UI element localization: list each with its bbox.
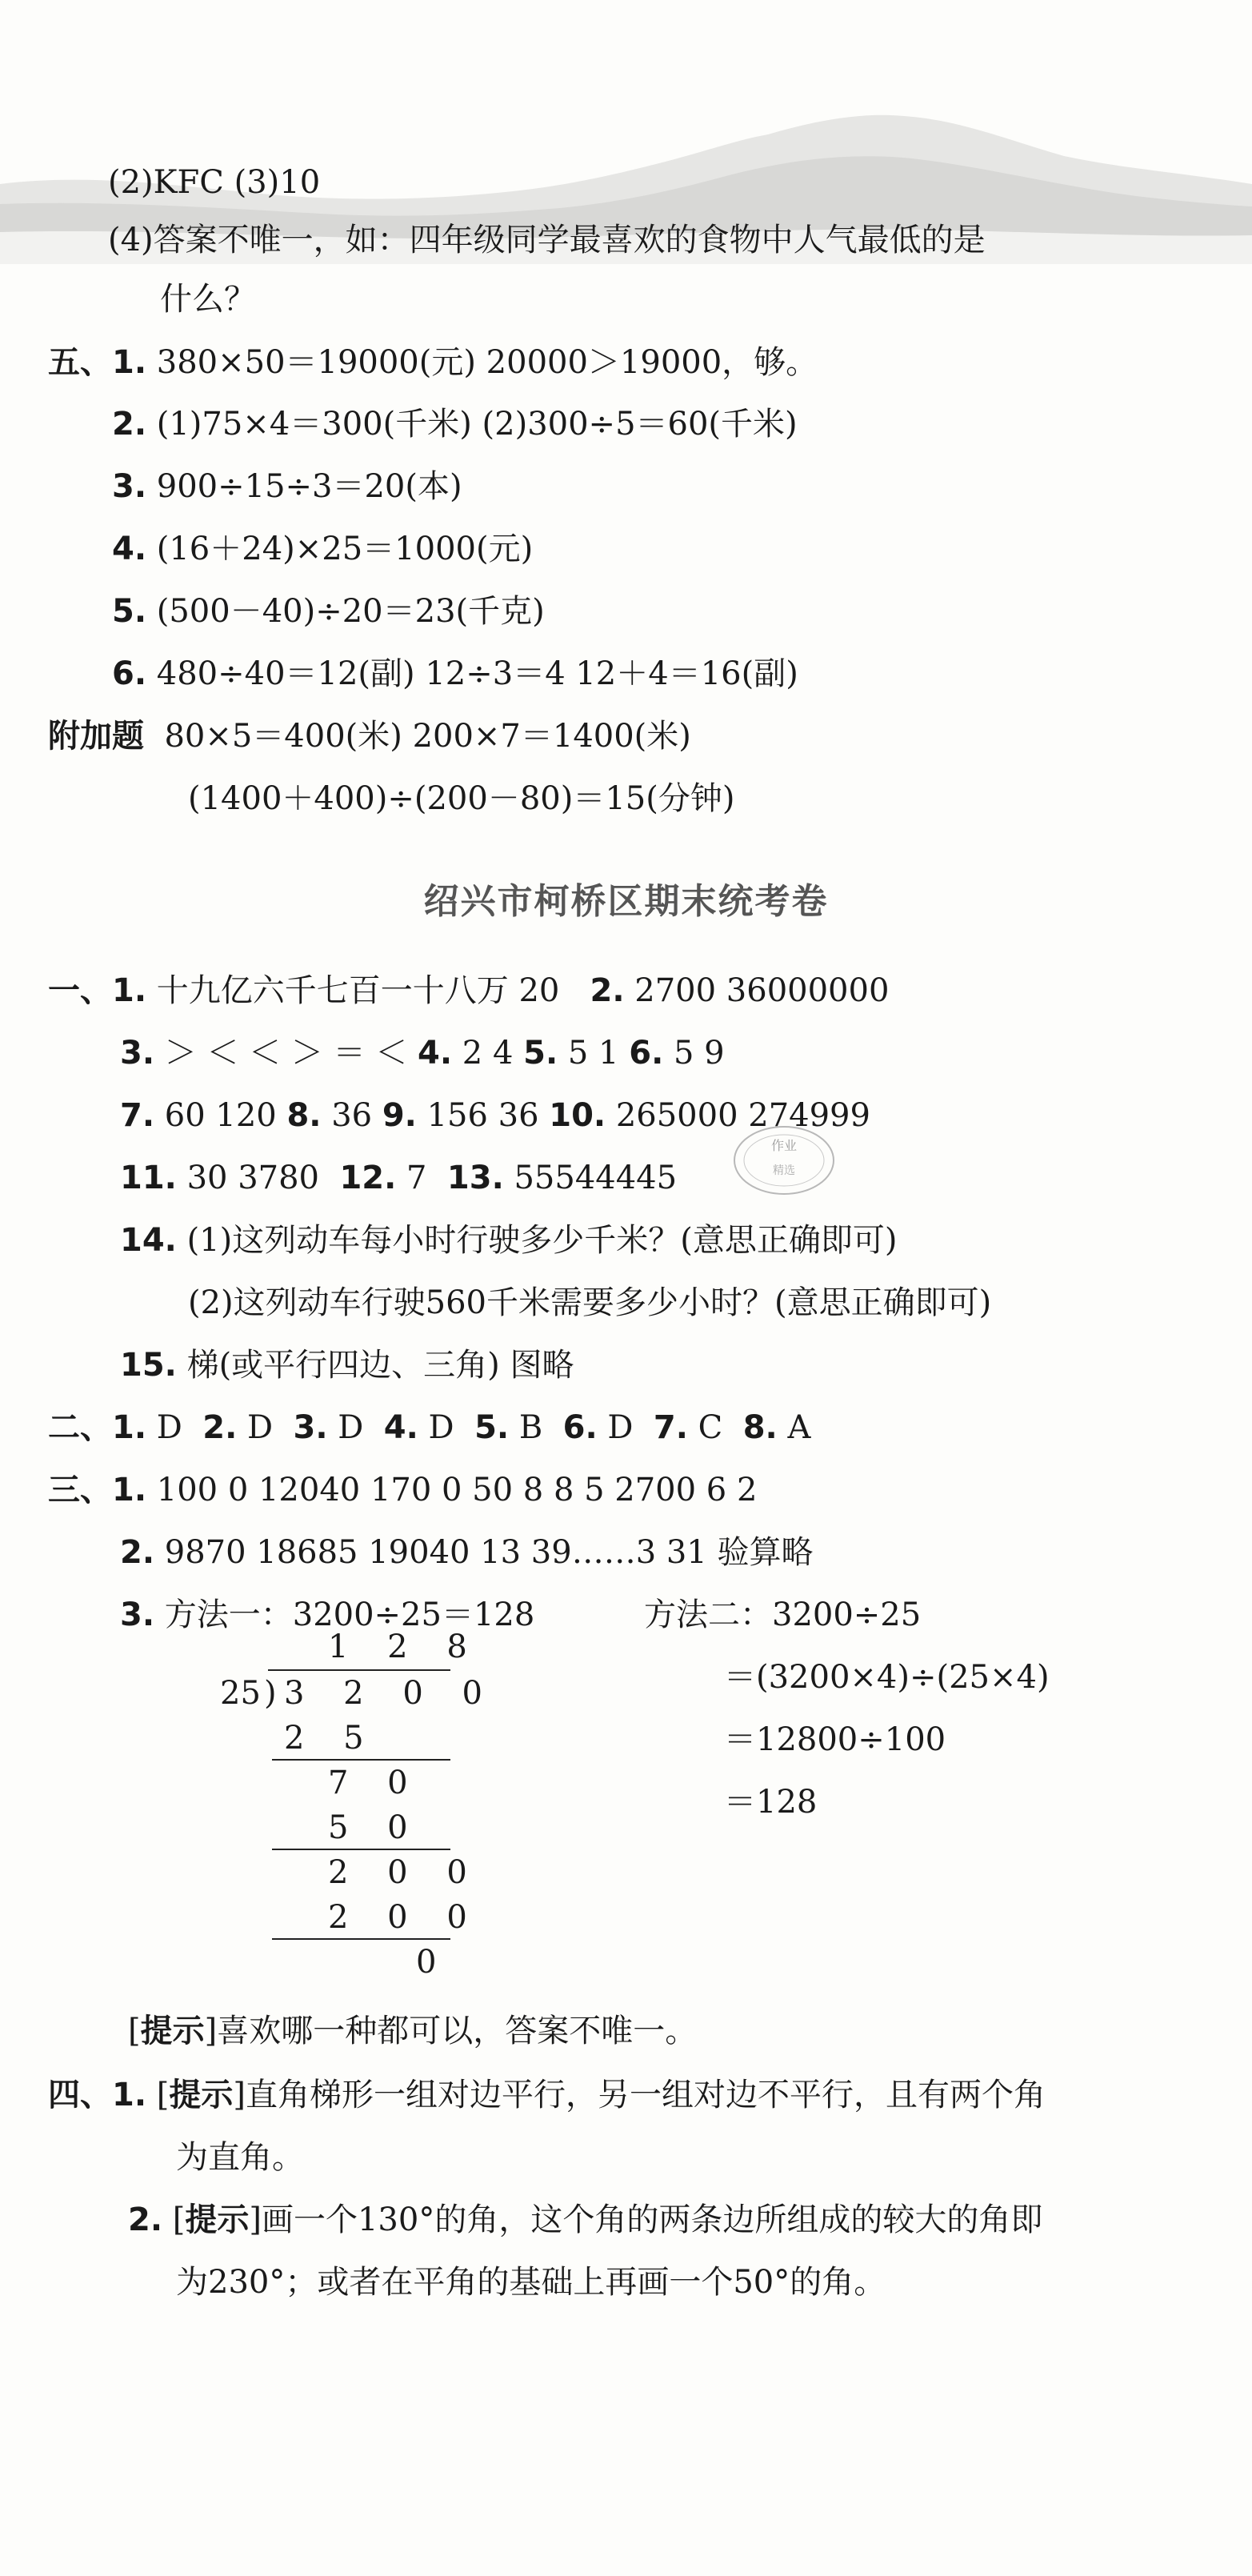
section-five-q1: 五、1. 380×50＝19000(元) 20000＞19000，够。 (48, 344, 818, 381)
watermark-stamp (724, 1116, 844, 1204)
section-one-row3: 7. 60 120 8. 36 9. 156 36 10. 265000 274999 (120, 1097, 870, 1134)
extra-question-line1: 附加题 80×5＝400(米) 200×7＝1400(米) (48, 718, 691, 755)
method2-step: ＝128 (724, 1784, 818, 1821)
section-five-q5: 5. (500－40)÷20＝23(千克) (112, 593, 545, 630)
method2-step: ＝12800÷100 (724, 1721, 946, 1758)
step: 2 0 0 (328, 1854, 482, 1891)
step: 2 0 0 (328, 1899, 482, 1936)
svg-text:精选: 精选 (773, 1164, 795, 1177)
section-three-q3-method2: 方法二：3200÷25 (644, 1596, 922, 1633)
section-five-q6: 6. 480÷40＝12(副) 12÷3＝4 12＋4＝16(副) (112, 655, 798, 692)
section-five-q4: 4. (16＋24)×25＝1000(元) (112, 531, 534, 567)
remainder: 0 (416, 1944, 451, 1981)
section-one-row1: 一、1. 十九亿六千七百一十八万 20 2. 2700 36000000 (48, 972, 890, 1009)
divisor: 25 (220, 1675, 261, 1712)
section-three-q3-method1: 3. 方法一：3200÷25＝128 (120, 1596, 535, 1633)
section-two-answers: 二、1. D 2. D 3. D 4. D 5. B 6. D 7. C 8. A (48, 1409, 811, 1446)
method2-step: ＝(3200×4)÷(25×4) (724, 1659, 1050, 1696)
svg-text:作业: 作业 (770, 1138, 798, 1153)
division-bracket: ) (264, 1675, 277, 1712)
section-three-hint: [提示]喜欢哪一种都可以，答案不唯一。 (128, 2013, 698, 2049)
section-four-q2: 2. [提示]画一个130°的角，这个角的两条边所组成的较大的角即 (128, 2201, 1043, 2238)
section-three-q1: 三、1. 100 0 12040 170 0 50 8 8 5 2700 6 2 (48, 1472, 758, 1508)
section-one-row2: 3. ＞ ＜ ＜ ＞ ＝ ＜ 4. 2 4 5. 5 1 6. 5 9 (120, 1035, 725, 1072)
question-number: 五、1. (48, 344, 147, 381)
section-one-row6: (2)这列动车行驶560千米需要多少小时？(意思正确即可) (188, 1284, 992, 1321)
answer-line: 什么？ (160, 281, 256, 318)
section-five-q2: 2. (1)75×4＝300(千米) (2)300÷5＝60(千米) (112, 406, 798, 443)
step: 5 0 (328, 1809, 422, 1846)
dividend: 3 2 0 0 (284, 1675, 497, 1712)
step: 7 0 (328, 1765, 422, 1801)
section-one-row4: 11. 30 3780 12. 7 13. 55544445 (120, 1160, 678, 1196)
section-one-row5: 14. (1)这列动车每小时行驶多少千米？(意思正确即可) (120, 1222, 898, 1259)
section-four-q1: 四、1. [提示]直角梯形一组对边平行，另一组对边不平行，且有两个角 (48, 2077, 1046, 2113)
section-one-row7: 15. 梯(或平行四边、三角) 图略 (120, 1347, 574, 1384)
section-four-q2-cont: 为230°；或者在平角的基础上再画一个50°的角。 (176, 2264, 886, 2301)
section-four-q1-cont: 为直角。 (176, 2139, 304, 2176)
extra-question-line2: (1400＋400)÷(200－80)＝15(分钟) (188, 780, 735, 817)
section-three-q2: 2. 9870 18685 19040 13 39……3 31 验算略 (120, 1534, 814, 1571)
answer-line: (4)答案不唯一，如：四年级同学最喜欢的食物中人气最低的是 (108, 222, 986, 258)
quotient: 1 2 8 (328, 1629, 482, 1665)
answer-line: (2)KFC (3)10 (108, 164, 321, 201)
step: 2 5 (284, 1720, 378, 1757)
section-five-q3: 3. 900÷15÷3＝20(本) (112, 468, 462, 505)
exam-section-title: 绍兴市柯桥区期末统考卷 (423, 881, 829, 922)
